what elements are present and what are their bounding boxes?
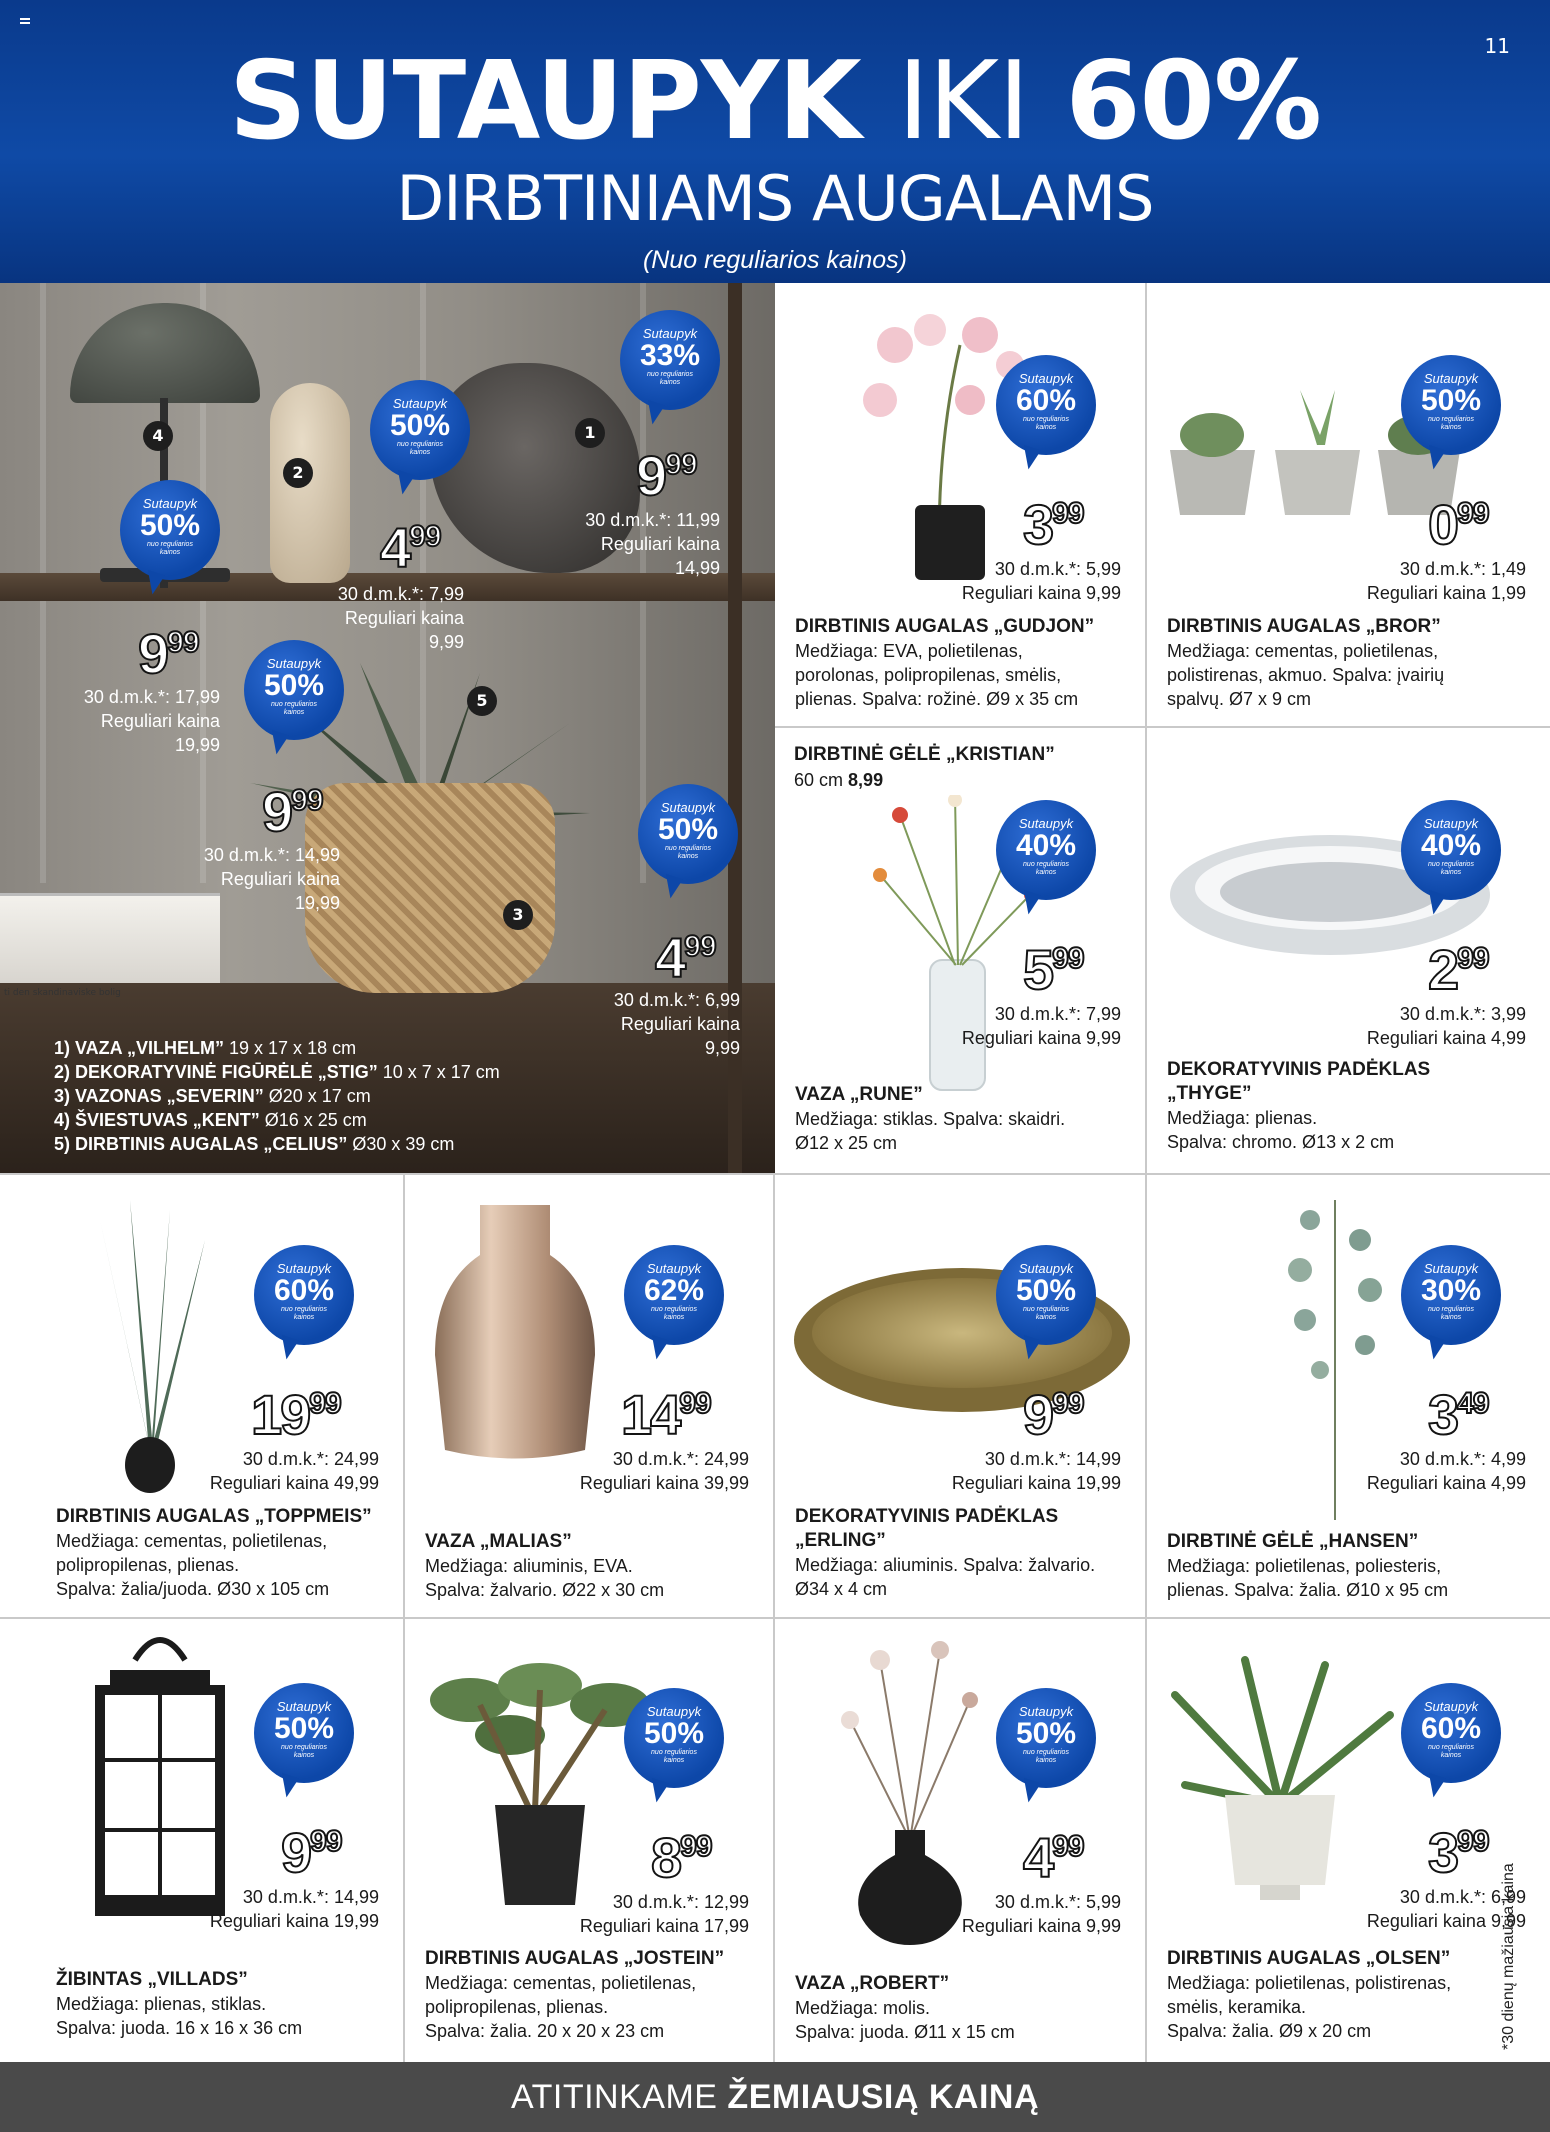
hero-list-item: 2) DEKORATYVINĖ FIGŪRĖLĖ „STIG” 10 x 7 x 17 cm — [54, 1062, 500, 1082]
product-name: DIRBTINĖ GĖLĖ „HANSEN” — [1167, 1531, 1419, 1552]
badge-save-text: Sutaupyk — [660, 800, 716, 815]
price-integer: 9 — [281, 1821, 311, 1884]
headline-upto: IKI — [897, 39, 1029, 164]
price-info — [520, 508, 720, 580]
price-30day: 30 d.m.k.*: 14,99 — [984, 1449, 1121, 1469]
price-info — [1286, 557, 1526, 605]
price-tag — [380, 516, 441, 579]
price-cents: 99 — [1457, 1825, 1489, 1858]
price-tag — [281, 1821, 342, 1884]
badge-percent: 40% — [1420, 829, 1482, 862]
page-header — [0, 0, 1550, 283]
price-info — [160, 843, 340, 915]
page-footer — [0, 2062, 1550, 2132]
price-cents: 99 — [310, 1825, 342, 1858]
product-description: Medžiaga: cementas, polietilenas, — [1167, 641, 1439, 661]
headline-subtitle: DIRBTINIAMS AUGALAMS — [396, 162, 1154, 235]
headline-note: (Nuo reguliarios kainos) — [642, 246, 907, 274]
badge-save-text: Sutaupyk — [1018, 1704, 1074, 1719]
badge-save-text: Sutaupyk — [1423, 1699, 1479, 1714]
badge-note: nuo reguliarios — [1023, 1306, 1069, 1313]
price-cents: 99 — [167, 626, 199, 659]
badge-percent: 60% — [1420, 1712, 1482, 1745]
price-integer: 2 — [1428, 938, 1458, 1001]
price-integer: 8 — [651, 1826, 681, 1889]
price-info — [881, 1002, 1121, 1050]
badge-percent: 50% — [657, 813, 719, 846]
product-description: Spalva: juoda. 16 x 16 x 36 cm — [56, 2018, 303, 2038]
product-name: DIRBTINIS AUGALAS „BROR” — [1167, 616, 1441, 637]
price-tag — [621, 1383, 711, 1446]
discount-badge — [638, 784, 738, 884]
price-30day: 30 d.m.k.*: 7,99 — [337, 584, 464, 604]
badge-note: kainos — [1035, 1314, 1057, 1321]
discount-badge — [624, 1688, 724, 1788]
product-name: VAZA „ROBERT” — [795, 1973, 950, 1994]
price-30day: 30 d.m.k.*: 6,99 — [613, 990, 740, 1010]
badge-note: kainos — [1035, 869, 1057, 876]
badge-note: nuo reguliarios — [397, 441, 443, 448]
hero-list-item: 4) ŠVIESTUVAS „KENT” Ø16 x 25 cm — [54, 1110, 367, 1130]
price-tag — [1023, 1383, 1084, 1446]
badge-note: nuo reguliarios — [1428, 861, 1474, 868]
price-info — [139, 1885, 379, 1933]
price-info — [1286, 1002, 1526, 1050]
price-tag — [651, 1826, 712, 1889]
discount-badge — [1401, 800, 1501, 900]
price-info — [881, 1890, 1121, 1938]
price-tag — [655, 926, 716, 989]
product-name: DEKORATYVINIS PADĖKLAS — [1167, 1059, 1431, 1080]
price-integer: 3 — [1023, 493, 1053, 556]
badge-note: kainos — [293, 1752, 315, 1759]
marker-1: 1 — [575, 418, 605, 448]
plant-jostein-image — [420, 1660, 660, 1910]
price-tag — [1023, 1826, 1084, 1889]
figurine-image — [270, 383, 350, 583]
product-description: Spalva: žalia. 20 x 20 x 23 cm — [425, 2021, 665, 2041]
badge-percent: 50% — [139, 509, 201, 542]
badge-percent: 50% — [643, 1717, 705, 1750]
hero-list-item: 5) DIRBTINIS AUGALAS „CELIUS” Ø30 x 39 cm — [54, 1134, 455, 1154]
price-integer: 9 — [262, 780, 292, 843]
price-regular: Reguliari kaina 49,99 — [209, 1473, 379, 1493]
price-tag — [1023, 938, 1084, 1001]
badge-percent: 50% — [1015, 1717, 1077, 1750]
price-30day: 30 d.m.k.*: 3,99 — [1399, 1004, 1526, 1024]
price-tag — [1428, 1821, 1489, 1884]
price-integer: 5 — [1023, 938, 1053, 1001]
grid-divider — [775, 726, 1550, 728]
price-cents: 99 — [1052, 1830, 1084, 1863]
headline-percent: 60% — [1065, 39, 1322, 164]
badge-note: nuo reguliarios — [651, 1306, 697, 1313]
product-description: Medžiaga: stiklas. Spalva: skaidri. — [795, 1109, 1066, 1129]
badge-note: kainos — [1440, 1314, 1462, 1321]
price-cents: 99 — [1052, 1387, 1084, 1420]
price-30day: 30 d.m.k.*: 14,99 — [242, 1887, 379, 1907]
badge-note: nuo reguliarios — [281, 1744, 327, 1751]
discount-badge — [996, 1245, 1096, 1345]
badge-save-text: Sutaupyk — [1018, 371, 1074, 386]
price-integer: 4 — [380, 516, 410, 579]
product-name: DIRBTINIS AUGALAS „OLSEN” — [1167, 1948, 1451, 1969]
price-integer: 9 — [1023, 1383, 1053, 1446]
price-30day: 30 d.m.k.*: 24,99 — [612, 1449, 749, 1469]
headline-save: SUTAUPYK — [228, 39, 861, 164]
price-regular-value: 14,99 — [674, 558, 720, 578]
price-regular: Reguliari kaina 9,99 — [961, 1916, 1121, 1936]
price-info — [881, 1447, 1121, 1495]
price-info — [1286, 1447, 1526, 1495]
grid-divider — [1145, 283, 1147, 1173]
vase-malias-image — [425, 1205, 605, 1465]
page-number: 11 — [1484, 34, 1510, 58]
price-tag — [1023, 493, 1084, 556]
grid-divider — [403, 1173, 405, 2062]
price-regular: Reguliari kaina 39,99 — [579, 1473, 749, 1493]
price-integer: 4 — [655, 926, 685, 989]
price-cents: 99 — [665, 448, 697, 481]
badge-percent: 60% — [273, 1274, 335, 1307]
badge-note: kainos — [293, 1314, 315, 1321]
product-description: Medžiaga: polietilenas, poliesteris, — [1167, 1556, 1442, 1576]
badge-save-text: Sutaupyk — [1423, 1261, 1479, 1276]
marker-4: 4 — [143, 421, 173, 451]
book-spine-text: ti den skandinaviske bolig — [4, 988, 121, 998]
product-description: Spalva: žalia/juoda. Ø30 x 105 cm — [56, 1579, 330, 1599]
marker-2: 2 — [283, 458, 313, 488]
badge-percent: 62% — [643, 1274, 705, 1307]
price-integer: 9 — [636, 444, 666, 507]
price-regular-label: Reguliari kaina — [344, 608, 464, 628]
product-description: Spalva: juoda. Ø11 x 15 cm — [795, 2022, 1015, 2042]
discount-badge — [120, 480, 220, 580]
product-description: Ø34 x 4 cm — [795, 1579, 888, 1599]
badge-note: nuo reguliarios — [651, 1749, 697, 1756]
badge-note: nuo reguliarios — [147, 541, 193, 548]
grid-divider — [1145, 1173, 1147, 2062]
badge-save-text: Sutaupyk — [142, 496, 198, 511]
product-name: VAZA „MALIAS” — [425, 1531, 572, 1552]
price-integer: 19 — [251, 1383, 310, 1446]
price-regular-label: Reguliari kaina — [100, 711, 220, 731]
product-description: Medžiaga: plienas. — [1167, 1108, 1318, 1128]
discount-badge — [624, 1245, 724, 1345]
price-info — [881, 557, 1121, 605]
price-integer: 9 — [138, 622, 168, 685]
badge-note: nuo reguliarios — [1428, 416, 1474, 423]
badge-note: nuo reguliarios — [281, 1306, 327, 1313]
product-description: Medžiaga: cementas, polietilenas, — [425, 1973, 697, 1993]
price-30day: 30 d.m.k.*: 24,99 — [242, 1449, 379, 1469]
price-tag — [1428, 1383, 1489, 1446]
discount-badge — [1401, 355, 1501, 455]
kristian-name: DIRBTINĖ GĖLĖ „KRISTIAN” — [794, 744, 1055, 765]
price-regular-value: 9,99 — [704, 1038, 740, 1058]
badge-note: kainos — [1035, 424, 1057, 431]
product-description: spalvų. Ø7 x 9 cm — [1167, 689, 1312, 709]
marker-5: 5 — [467, 686, 497, 716]
product-description: Ø12 x 25 cm — [795, 1133, 898, 1153]
price-tag — [138, 622, 199, 685]
discount-badge — [1401, 1245, 1501, 1345]
badge-save-text: Sutaupyk — [276, 1699, 332, 1714]
price-regular: Reguliari kaina 4,99 — [1366, 1028, 1526, 1048]
price-cents: 49 — [1457, 1387, 1489, 1420]
badge-save-text: Sutaupyk — [1423, 816, 1479, 831]
price-cents: 99 — [309, 1387, 341, 1420]
footer-bold: ŽEMIAUSIĄ KAINĄ — [727, 2078, 1040, 2116]
price-cents: 99 — [1052, 942, 1084, 975]
price-cents: 99 — [680, 1830, 712, 1863]
product-description: plienas. Spalva: rožinė. Ø9 x 35 cm — [795, 689, 1079, 709]
price-integer: 3 — [1428, 1383, 1458, 1446]
hero-list-item: 1) VAZA „VILHELM” 19 x 17 x 18 cm — [54, 1038, 357, 1058]
product-description: Medžiaga: cementas, polietilenas, — [56, 1531, 328, 1551]
price-regular: Reguliari kaina 19,99 — [209, 1911, 379, 1931]
product-name: DIRBTINIS AUGALAS „TOPPMEIS” — [56, 1506, 372, 1527]
footer-light: ATITINKAME — [510, 2078, 718, 2116]
discount-badge — [244, 640, 344, 740]
product-description: Spalva: žalvario. Ø22 x 30 cm — [425, 1580, 665, 1600]
price-info — [1286, 1885, 1526, 1933]
price-30day: 30 d.m.k.*: 1,49 — [1399, 559, 1526, 579]
badge-note: kainos — [677, 853, 699, 860]
badge-note: kainos — [659, 379, 681, 386]
product-name: DEKORATYVINIS PADĖKLAS — [795, 1506, 1059, 1527]
discount-badge — [996, 800, 1096, 900]
badge-percent: 50% — [273, 1712, 335, 1745]
badge-note: nuo reguliarios — [665, 845, 711, 852]
product-name: ŽIBINTAS „VILLADS” — [56, 1969, 248, 1990]
price-tag — [1428, 938, 1489, 1001]
price-tag — [1428, 493, 1489, 556]
badge-note: nuo reguliarios — [647, 371, 693, 378]
product-description: polipropilenas, plienas. — [425, 1997, 609, 2017]
badge-note: nuo reguliarios — [1428, 1306, 1474, 1313]
kristian-size-price: 60 cm 8,99 — [794, 770, 884, 790]
price-tag — [636, 444, 697, 507]
price-30day: 30 d.m.k.*: 12,99 — [612, 1892, 749, 1912]
badge-save-text: Sutaupyk — [646, 1261, 702, 1276]
price-30day: 30 d.m.k.*: 6,99 — [1399, 1887, 1526, 1907]
product-name: „THYGE” — [1167, 1083, 1252, 1104]
badge-save-text: Sutaupyk — [392, 396, 448, 411]
lamp-image — [70, 303, 260, 403]
discount-badge — [254, 1683, 354, 1783]
product-description: Medžiaga: polietilenas, polistirenas, — [1167, 1973, 1452, 1993]
product-name: DIRBTINIS AUGALAS „JOSTEIN” — [425, 1948, 725, 1969]
badge-save-text: Sutaupyk — [1018, 816, 1074, 831]
badge-percent: 40% — [1015, 829, 1077, 862]
product-description: Spalva: žalia. Ø9 x 20 cm — [1167, 2021, 1372, 2041]
product-description: Medžiaga: plienas, stiklas. — [56, 1994, 267, 2014]
price-cents: 99 — [291, 784, 323, 817]
price-cents: 99 — [1457, 497, 1489, 530]
price-regular-value: 19,99 — [174, 735, 220, 755]
product-description: porolonas, polipropilenas, smėlis, — [795, 665, 1062, 685]
badge-percent: 33% — [639, 339, 701, 372]
badge-note: nuo reguliarios — [1023, 416, 1069, 423]
plant-olsen-image — [1165, 1655, 1395, 1905]
price-tag — [251, 1383, 341, 1446]
badge-note: kainos — [159, 549, 181, 556]
badge-note: kainos — [663, 1314, 685, 1321]
price-integer: 4 — [1023, 1826, 1053, 1889]
price-cents: 99 — [679, 1387, 711, 1420]
price-cents: 99 — [409, 520, 441, 553]
price-info — [509, 1890, 749, 1938]
price-info — [50, 685, 220, 757]
price-integer: 14 — [621, 1383, 680, 1446]
price-info — [300, 582, 464, 654]
price-cents: 99 — [684, 930, 716, 963]
hero-list-item: 3) VAZONAS „SEVERIN” Ø20 x 17 cm — [54, 1086, 371, 1106]
menu-icon — [20, 18, 30, 24]
discount-badge — [996, 1688, 1096, 1788]
badge-save-text: Sutaupyk — [266, 656, 322, 671]
price-tag — [262, 780, 323, 843]
price-30day: 30 d.m.k.*: 14,99 — [203, 845, 340, 865]
price-regular: Reguliari kaina 9,99 — [1366, 1911, 1526, 1931]
badge-note: kainos — [1035, 1757, 1057, 1764]
badge-percent: 50% — [263, 669, 325, 702]
badge-save-text: Sutaupyk — [1018, 1261, 1074, 1276]
price-regular-label: Reguliari kaina — [620, 1014, 740, 1034]
discount-badge — [254, 1245, 354, 1345]
product-description: Spalva: chromo. Ø13 x 2 cm — [1167, 1132, 1395, 1152]
price-cents: 99 — [1052, 497, 1084, 530]
price-regular-value: 19,99 — [294, 893, 340, 913]
product-name: „ERLING” — [795, 1530, 886, 1551]
grid-divider — [0, 1173, 1550, 1175]
badge-note: nuo reguliarios — [1428, 1744, 1474, 1751]
hero-product-list — [54, 1036, 500, 1156]
price-regular: Reguliari kaina 9,99 — [961, 1028, 1121, 1048]
price-integer: 3 — [1428, 1821, 1458, 1884]
price-30day: 30 d.m.k.*: 5,99 — [994, 1892, 1121, 1912]
planter-severin-image — [305, 783, 555, 993]
price-integer: 0 — [1428, 493, 1458, 556]
price-regular-label: Reguliari kaina — [220, 869, 340, 889]
product-description: Medžiaga: aliuminis, EVA. — [425, 1556, 633, 1576]
badge-percent: 50% — [1420, 384, 1482, 417]
badge-note: nuo reguliarios — [271, 701, 317, 708]
badge-save-text: Sutaupyk — [642, 326, 698, 341]
price-regular: Reguliari kaina 1,99 — [1366, 583, 1526, 603]
price-30day: 30 d.m.k.*: 5,99 — [994, 559, 1121, 579]
grid-divider — [0, 1617, 1550, 1619]
marker-3: 3 — [503, 900, 533, 930]
badge-percent: 50% — [1015, 1274, 1077, 1307]
lantern-villads-image — [80, 1630, 240, 1920]
price-regular-value: 9,99 — [428, 632, 464, 652]
discount-badge — [620, 310, 720, 410]
badge-note: kainos — [1440, 1752, 1462, 1759]
badge-percent: 30% — [1420, 1274, 1482, 1307]
discount-badge — [1401, 1683, 1501, 1783]
price-regular: Reguliari kaina 19,99 — [951, 1473, 1121, 1493]
product-name: DIRBTINIS AUGALAS „GUDJON” — [795, 616, 1095, 637]
discount-badge — [370, 380, 470, 480]
badge-note: kainos — [1440, 424, 1462, 431]
badge-note: kainos — [663, 1757, 685, 1764]
price-regular: Reguliari kaina 4,99 — [1366, 1473, 1526, 1493]
price-30day: 30 d.m.k.*: 7,99 — [994, 1004, 1121, 1024]
product-description: polipropilenas, plienas. — [56, 1555, 240, 1575]
price-info — [509, 1447, 749, 1495]
grid-divider — [773, 1173, 775, 2062]
price-30day: 30 d.m.k.*: 11,99 — [585, 510, 720, 530]
badge-percent: 60% — [1015, 384, 1077, 417]
badge-save-text: Sutaupyk — [646, 1704, 702, 1719]
badge-note: kainos — [409, 449, 431, 456]
price-30day: 30 d.m.k.*: 17,99 — [83, 687, 220, 707]
product-description: polistirenas, akmuo. Spalva: įvairių — [1167, 665, 1445, 685]
badge-percent: 50% — [389, 409, 451, 442]
badge-note: kainos — [283, 709, 305, 716]
badge-note: kainos — [1440, 869, 1462, 876]
price-regular-label: Reguliari kaina — [600, 534, 720, 554]
badge-note: nuo reguliarios — [1023, 861, 1069, 868]
price-info — [560, 988, 740, 1060]
product-description: Medžiaga: EVA, polietilenas, — [795, 641, 1023, 661]
product-description: Medžiaga: aliuminis. Spalva: žalvario. — [795, 1555, 1096, 1575]
product-description: Medžiaga: molis. — [795, 1998, 931, 2018]
price-regular: Reguliari kaina 17,99 — [579, 1916, 749, 1936]
product-description: smėlis, keramika. — [1167, 1997, 1307, 2017]
product-description: plienas. Spalva: žalia. Ø10 x 95 cm — [1167, 1580, 1449, 1600]
price-cents: 99 — [1457, 942, 1489, 975]
discount-badge — [996, 355, 1096, 455]
badge-save-text: Sutaupyk — [276, 1261, 332, 1276]
price-regular: Reguliari kaina 9,99 — [961, 583, 1121, 603]
badge-note: nuo reguliarios — [1023, 1749, 1069, 1756]
product-name: VAZA „RUNE” — [795, 1084, 923, 1105]
price-30day: 30 d.m.k.*: 4,99 — [1399, 1449, 1526, 1469]
badge-save-text: Sutaupyk — [1423, 371, 1479, 386]
price-info — [139, 1447, 379, 1495]
lowest-price-note: *30 dienų mažiausia kaina — [1500, 1863, 1517, 2050]
